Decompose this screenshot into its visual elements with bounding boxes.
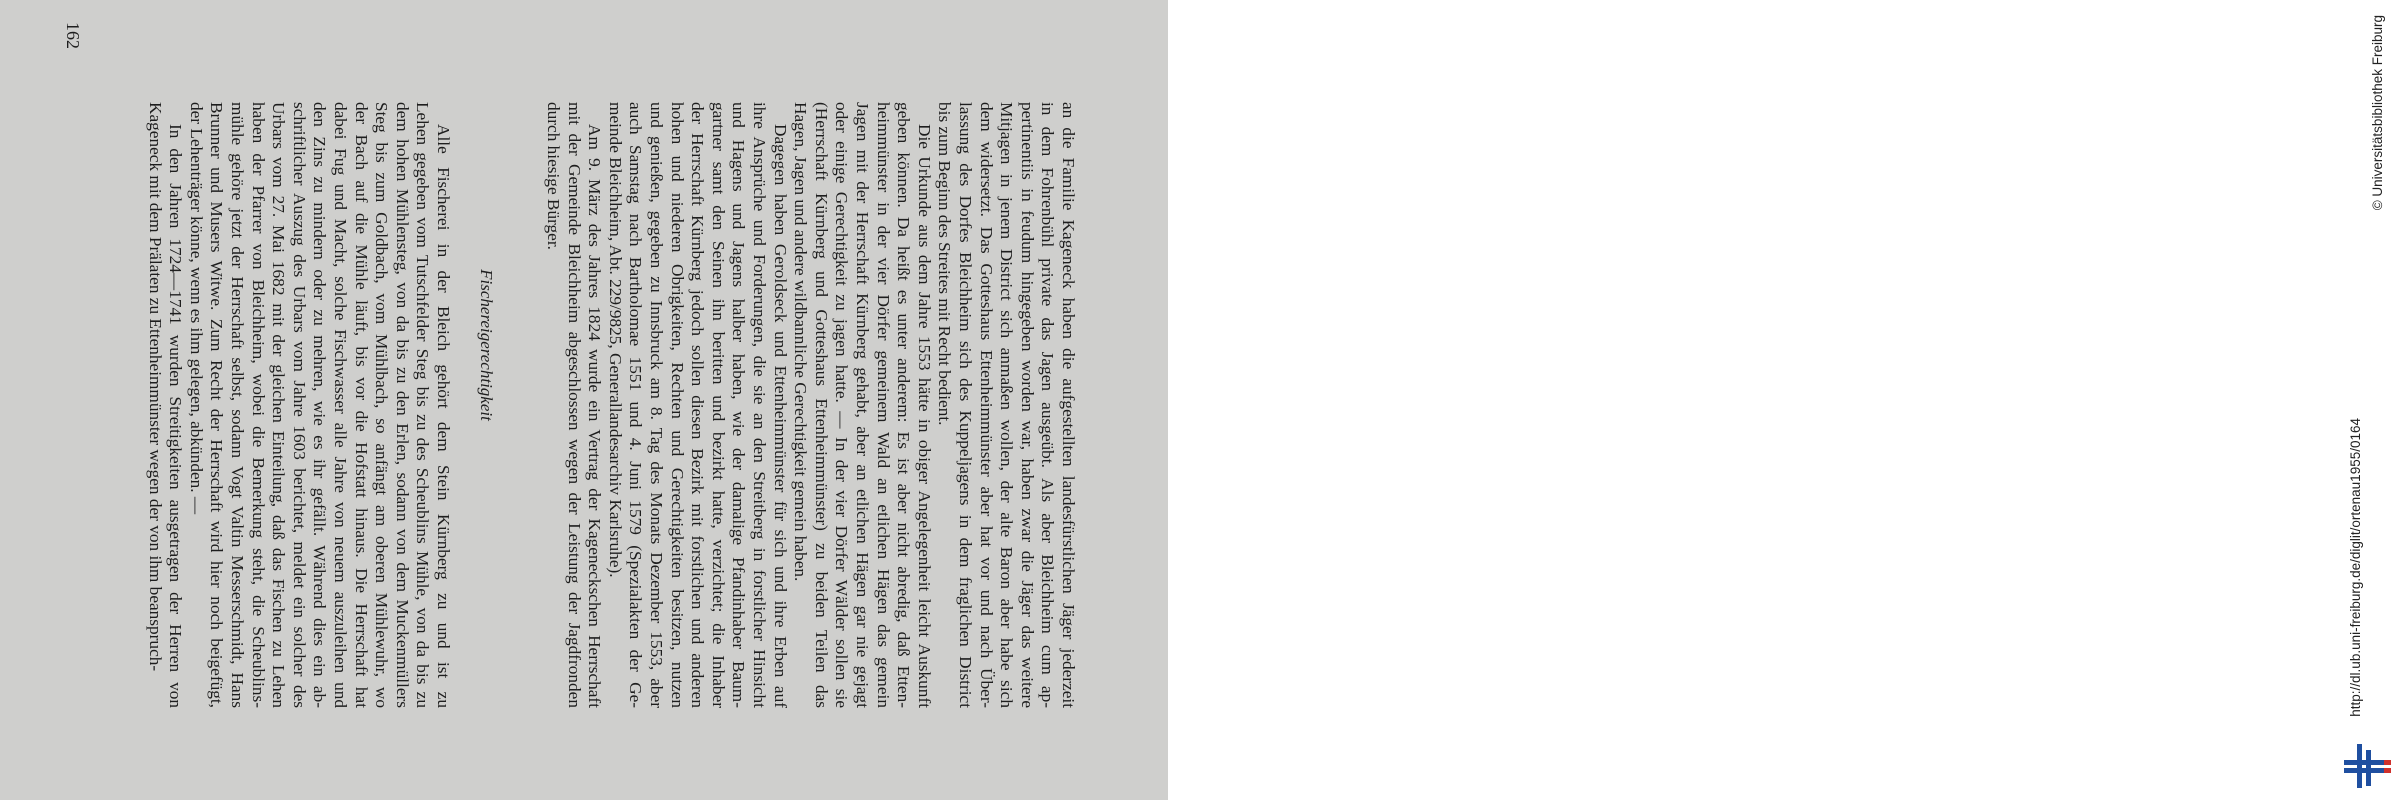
- copyright-notice: © Universitätsbibliothek Freiburg: [2370, 15, 2385, 211]
- text-line: Dagegen haben Geroldseck und Ettenheimmünster für sich und ihre Erben auf: [770, 124, 790, 708]
- text-line: und genießen, gegeben zu Innsbruck am 8. Tag des Monats Dezember 1553, aber: [647, 102, 666, 708]
- text-line: Hagen, Jagen und andere wildbannliche Gerechtigkeit gemein haben.: [791, 102, 811, 582]
- rotated-page-content: [0, 0, 1168, 800]
- text-line: der Bach auf die Mühle läuft, bis vor die Hofstatt hinaus. Die Herrschaft hat: [351, 102, 371, 708]
- text-line: Steg bis zum Goldbach, vom Mühlbach, so anfängt am oberen Mühlewuhr, wo: [372, 102, 392, 708]
- text-line: Mitjagen in jenem District sich anmaßen wollen, der alte Baron aber habe sich: [997, 102, 1017, 708]
- text-line: in dem Fohrenbühl private das Jagen ausgeübt. Als aber Bleichheim cum ap-: [1038, 102, 1058, 708]
- text-line: geben können. Da heißt es unter anderem: Es ist aber nicht abredig, daß Etten-: [894, 102, 914, 708]
- text-line: der Lehenträger könne, wenn es ihm gelegen, abkünden. —: [186, 102, 206, 515]
- text-line: Urbars vom 27. Mai 1682 mit der gleichen Einteilung, daß das Fischen zu Lehen: [269, 102, 289, 708]
- text-line: Die Urkunde aus dem Jahre 1553 hätte in obiger Angelegenheit leicht Auskunft: [914, 124, 934, 708]
- text-line: schriftlicher Auszug des Urbars vom Jahre 1603 berichtet, meldet ein solcher des: [289, 102, 309, 708]
- text-line: den Zins zu mindern oder zu mehren, wie es ihr gefällt. Während dies ein ab-: [310, 102, 330, 708]
- page-number: 162: [63, 22, 83, 49]
- text-line: Jagen mit der Herrschaft Kürnberg gehabt, aber an etlichen Hägen gar nie gejagt: [853, 102, 872, 708]
- text-line: hohen und niederen Obrigkeiten, Rechten und Gerechtigkeiten besitzen, nutzen: [667, 102, 687, 708]
- text-line: mühle gehöre jetzt der Herrschaft selbst, sodann Vogt Valtin Messerschmidt, Hans: [228, 102, 247, 708]
- text-line: dem hohen Mühlensteg, von da bis zu den Erlen, sodann von dem Muckenmüllers: [392, 102, 412, 708]
- text-line: dem widersetzt. Das Gotteshaus Ettenheimmünster aber hat vor und nach Über-: [976, 102, 996, 708]
- text-line: dabei Fug und Macht, solche Fischwasser alle Jahre von neuem auszuleihen und: [331, 102, 350, 708]
- text-line: bis zum Beginn des Streites mit Recht bedient.: [935, 102, 955, 426]
- text-line: gartner samt den Seinen ihn beritten und bezirkt hatte, verzichtet; die Inhaber: [708, 102, 728, 708]
- text-line: heimmünster in der vier Dörfer gemeinem Wald an etlichen Hägen das gemein: [873, 102, 893, 708]
- source-url-link[interactable]: http://dl.ub.uni-freiburg.de/diglit/ortenau1955/0164: [2348, 418, 2363, 717]
- text-line: Alle Fischerei in der Bleich gehört dem Stein Kürnberg zu und ist zu: [434, 124, 453, 708]
- text-line: auch Samstag nach Bartholomae 1551 und 4. Juni 1579 (Spezialakten der Ge-: [626, 102, 646, 708]
- text-line: und Hagens und Jagens halber haben, wie der damalige Pfandinhaber Baum-: [729, 102, 749, 708]
- text-line: Am 9. März des Jahres 1824 wurde ein Vertrag der Kageneckschen Herrschaft: [585, 124, 605, 708]
- university-library-logo-icon: [2344, 744, 2392, 788]
- text-line: In den Jahren 1724—1741 wurden Streitigkeiten ausgetragen der Herren von: [166, 124, 186, 708]
- text-line: ihre Ansprüche und Forderungen, die sie an den Streitberg in forstlicher Hinsicht: [750, 102, 769, 708]
- text-line: an die Familie Kageneck haben die aufgestellten landesfürstlichen Jäger jederzeit: [1059, 102, 1078, 708]
- text-line: oder einige Gerechtigkeit zu jagen hatte. — In der vier Dörfer Wälder sollen sie: [832, 102, 852, 708]
- text-line: meinde Bleichheim, Abt. 229/9825, Generallandesarchiv Karlsruhe).: [605, 102, 625, 578]
- text-line: mit der Gemeinde Bleichheim abgeschlossen wegen der Leistung der Jagdfronden: [564, 102, 584, 708]
- text-line: durch hiesige Bürger.: [544, 102, 563, 250]
- text-line: Lehen gegeben vom Tutschfelder Steg bis zu des Scheublins Mühle, von da bis zu: [413, 102, 433, 708]
- text-line: lassung des Dorfes Bleichheim sich des Kuppeljagens in dem fraglichen District: [956, 102, 975, 708]
- text-line: Brunner und Musers Witwe. Zum Recht der Herrschaft wird hier noch beigefügt,: [207, 102, 227, 708]
- scanned-page: [0, 0, 1168, 800]
- section-heading: Fischereigerechtigkeit: [477, 269, 496, 421]
- text-line: haben der Pfarrer von Bleichheim, wobei die Bemerkung steht, die Scheublins-: [248, 102, 268, 708]
- text-line: (Herrschaft Kürnberg und Gotteshaus Ettenheimmünster) zu beiden Teilen das: [811, 102, 831, 708]
- text-line: Kageneck mit dem Prälaten zu Ettenheimmünster wegen der von ihm beanspruch-: [145, 102, 165, 672]
- library-sidebar: [1168, 0, 2385, 800]
- text-line: pertinentiis in feudum hingegeben worden war, haben zwar die Jäger das weitere: [1017, 102, 1037, 708]
- text-line: der Herrschaft Kürnberg jedoch sollen diesen Bezirk mit forstlichen und anderen: [688, 102, 708, 708]
